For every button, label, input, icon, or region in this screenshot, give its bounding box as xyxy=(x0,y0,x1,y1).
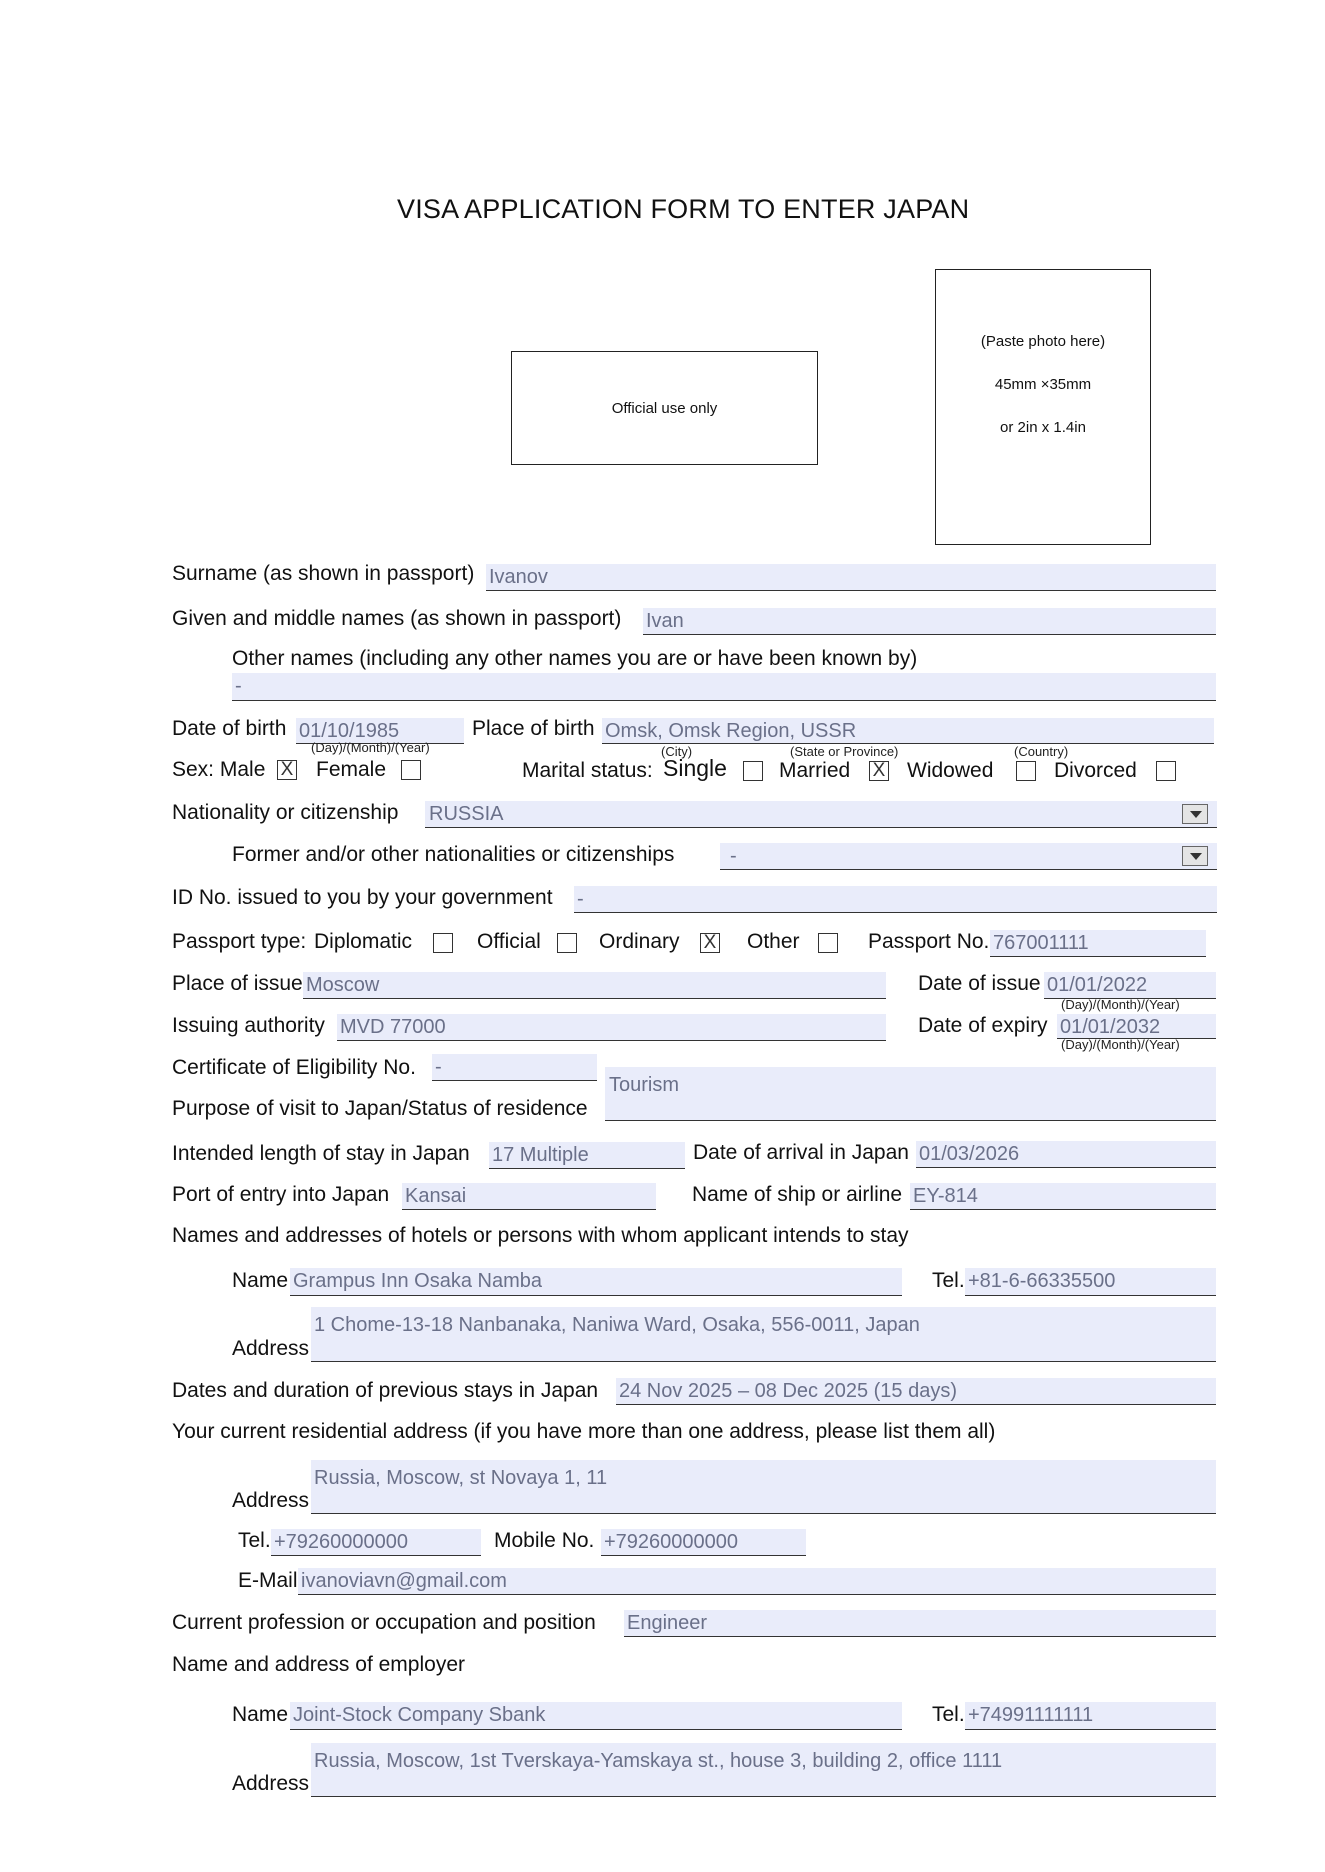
residence-mobile-field[interactable]: +79260000000 xyxy=(601,1529,806,1556)
passport-type-label: Passport type: xyxy=(172,930,307,953)
nationality-label: Nationality or citizenship xyxy=(172,801,399,824)
date-expiry-label: Date of expiry xyxy=(918,1014,1048,1037)
employer-tel-label: Tel. xyxy=(932,1703,965,1726)
sex-label: Sex: Male xyxy=(172,758,266,781)
purpose-field[interactable]: Tourism xyxy=(605,1067,1216,1121)
arrival-date-field[interactable]: 01/03/2026 xyxy=(916,1141,1216,1168)
pob-caption-state: (State or Province) xyxy=(790,744,899,759)
purpose-label: Purpose of visit to Japan/Status of residence xyxy=(172,1097,588,1120)
single-checkbox[interactable] xyxy=(743,761,763,781)
male-checkbox[interactable]: X xyxy=(277,760,297,780)
official-use-label: Official use only xyxy=(611,400,718,417)
ordinary-label: Ordinary xyxy=(599,930,680,953)
divorced-label: Divorced xyxy=(1054,759,1137,782)
hotels-heading: Names and addresses of hotels or persons with whom applicant intends to stay xyxy=(172,1224,909,1247)
pob-caption-city: (City) xyxy=(661,744,693,759)
photo-label: (Paste photo here) xyxy=(980,333,1106,350)
authority-label: Issuing authority xyxy=(172,1014,325,1037)
date-expiry-field[interactable]: 01/01/2032 xyxy=(1057,1014,1216,1039)
married-label: Married xyxy=(779,759,851,782)
surname-field[interactable]: Ivanov xyxy=(486,564,1216,591)
residence-tel-field[interactable]: +79260000000 xyxy=(271,1529,481,1556)
employer-address-field[interactable]: Russia, Moscow, 1st Tverskaya-Yamskaya st., house 3, building 2, office 1111 xyxy=(311,1743,1216,1797)
cert-eligibility-label: Certificate of Eligibility No. xyxy=(172,1056,416,1079)
passport-no-label: Passport No. xyxy=(868,930,990,953)
ordinary-checkbox[interactable]: X xyxy=(700,933,720,953)
employer-address-label: Address xyxy=(232,1772,310,1795)
official-use-box xyxy=(511,351,818,465)
profession-field[interactable]: Engineer xyxy=(624,1610,1216,1637)
photo-size-in: or 2in x 1.4in xyxy=(1000,419,1086,436)
profession-label: Current profession or occupation and position xyxy=(172,1611,596,1634)
length-stay-label: Intended length of stay in Japan xyxy=(172,1142,470,1165)
hotel-name-field[interactable]: Grampus Inn Osaka Namba xyxy=(290,1268,902,1296)
passport-no-field[interactable]: 767001111 xyxy=(990,930,1206,957)
form-title: VISA APPLICATION FORM TO ENTER JAPAN xyxy=(397,194,970,224)
other-checkbox[interactable] xyxy=(818,933,838,953)
arrival-date-label: Date of arrival in Japan xyxy=(693,1141,909,1164)
place-issue-label: Place of issue xyxy=(172,972,303,995)
divorced-checkbox[interactable] xyxy=(1156,761,1176,781)
hotel-tel-label: Tel. xyxy=(932,1269,965,1292)
dob-field[interactable]: 01/10/1985 xyxy=(296,718,464,744)
port-entry-label: Port of entry into Japan xyxy=(172,1183,390,1206)
hotel-tel-field[interactable]: +81-6-66335500 xyxy=(965,1268,1216,1296)
dob-caption: (Day)/(Month)/(Year) xyxy=(311,740,430,755)
surname-label: Surname (as shown in passport) xyxy=(172,562,475,585)
hotel-name-label: Name xyxy=(232,1269,289,1292)
official-label: Official xyxy=(477,930,541,953)
length-stay-field[interactable]: 17 Multiple xyxy=(489,1142,685,1169)
previous-stays-field[interactable]: 24 Nov 2025 – 08 Dec 2025 (15 days) xyxy=(616,1378,1216,1405)
pob-caption-country: (Country) xyxy=(1014,744,1069,759)
date-expiry-caption: (Day)/(Month)/(Year) xyxy=(1061,1037,1180,1052)
diplomatic-checkbox[interactable] xyxy=(433,933,453,953)
diplomatic-label: Diplomatic xyxy=(314,930,413,953)
email-label: E-Mail xyxy=(238,1569,298,1592)
cert-eligibility-field[interactable]: - xyxy=(432,1054,597,1081)
employer-name-label: Name xyxy=(232,1703,289,1726)
authority-field[interactable]: MVD 77000 xyxy=(337,1014,886,1041)
email-field[interactable]: ivanoviavn@gmail.com xyxy=(298,1568,1216,1595)
widowed-label: Widowed xyxy=(907,759,994,782)
date-issue-label: Date of issue xyxy=(918,972,1041,995)
id-no-label: ID No. issued to you by your government xyxy=(172,886,553,909)
marital-label: Marital status: xyxy=(522,759,653,782)
employer-name-field[interactable]: Joint-Stock Company Sbank xyxy=(290,1702,902,1730)
former-nationality-dropdown-arrow-icon[interactable] xyxy=(1182,846,1208,866)
former-nationality-select[interactable]: - xyxy=(720,843,1217,870)
female-label: Female xyxy=(316,758,387,781)
nationality-select[interactable]: RUSSIA xyxy=(425,801,1217,828)
dob-label: Date of birth xyxy=(172,717,287,740)
other-names-field[interactable]: - xyxy=(232,673,1216,701)
other-label: Other xyxy=(747,930,800,953)
photo-box xyxy=(935,269,1151,545)
single-label: Single xyxy=(663,755,727,781)
given-names-label: Given and middle names (as shown in passport) xyxy=(172,607,622,630)
employer-heading: Name and address of employer xyxy=(172,1653,465,1676)
residence-address-field[interactable]: Russia, Moscow, st Novaya 1, 11 xyxy=(311,1460,1216,1514)
married-checkbox[interactable]: X xyxy=(869,761,889,781)
photo-size-mm: 45mm ×35mm xyxy=(994,376,1092,393)
residence-mobile-label: Mobile No. xyxy=(494,1529,595,1552)
residence-address-label: Address xyxy=(232,1489,310,1512)
other-names-label: Other names (including any other names you are or have been known by) xyxy=(232,647,918,670)
ship-airline-label: Name of ship or airline xyxy=(692,1183,903,1206)
nationality-dropdown-arrow-icon[interactable] xyxy=(1182,804,1208,824)
hotel-address-field[interactable]: 1 Chome-13-18 Nanbanaka, Naniwa Ward, Osaka, 556-0011, Japan xyxy=(311,1307,1216,1362)
hotel-address-label: Address xyxy=(232,1337,310,1360)
pob-label: Place of birth xyxy=(472,717,595,740)
residence-tel-label: Tel. xyxy=(238,1529,271,1552)
employer-tel-field[interactable]: +74991111111 xyxy=(965,1702,1216,1730)
date-issue-caption: (Day)/(Month)/(Year) xyxy=(1061,997,1180,1012)
female-checkbox[interactable] xyxy=(401,760,421,780)
pob-field[interactable]: Omsk, Omsk Region, USSR xyxy=(602,718,1214,744)
place-issue-field[interactable]: Moscow xyxy=(303,972,886,999)
previous-stays-label: Dates and duration of previous stays in Japan xyxy=(172,1379,599,1402)
given-names-field[interactable]: Ivan xyxy=(643,608,1216,635)
former-nationality-label: Former and/or other nationalities or citizenships xyxy=(232,843,675,866)
date-issue-field[interactable]: 01/01/2022 xyxy=(1044,972,1216,999)
official-checkbox[interactable] xyxy=(557,933,577,953)
residential-heading: Your current residential address (if you have more than one address, please list them all) xyxy=(172,1420,996,1443)
ship-airline-field[interactable]: EY-814 xyxy=(910,1183,1216,1210)
id-no-field[interactable]: - xyxy=(574,886,1217,913)
widowed-checkbox[interactable] xyxy=(1016,761,1036,781)
port-entry-field[interactable]: Kansai xyxy=(402,1183,656,1210)
